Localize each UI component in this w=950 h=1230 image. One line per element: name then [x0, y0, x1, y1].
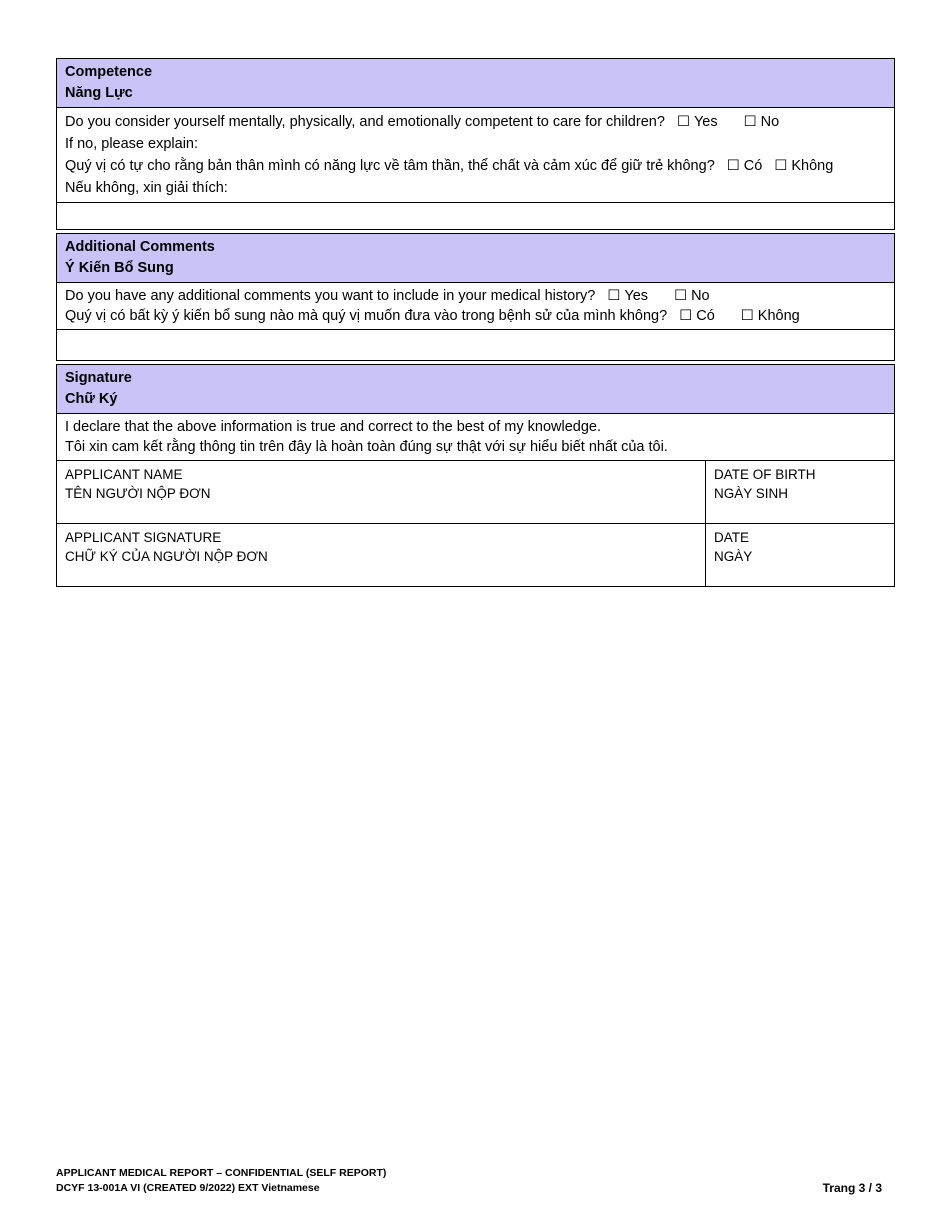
checkbox-label: Có	[743, 158, 763, 174]
comments-question-vi	[65, 306, 886, 326]
applicant-signature-row	[57, 523, 894, 586]
dob-label-en: DATE OF BIRTH	[714, 467, 816, 482]
applicant-name-field[interactable]	[57, 461, 706, 523]
applicant-signature-field[interactable]	[57, 524, 706, 586]
question-text: Quý vị có tự cho rằng bản thân mình có năng lực về tâm thần, thể chất và cảm xúc để giữ trẻ không?	[65, 158, 715, 174]
checkbox-label: No	[760, 114, 780, 130]
competence-title-en: Competence	[65, 64, 153, 80]
checkbox-label: Yes	[693, 114, 718, 130]
form-title: APPLICANT MEDICAL REPORT – CONFIDENTIAL (SELF REPORT)	[56, 1167, 387, 1179]
checkbox-label: Không	[757, 308, 800, 324]
competence-khong-checkbox[interactable]	[774, 155, 833, 177]
checkbox-label: Yes	[624, 288, 649, 304]
competence-question-vi	[65, 155, 886, 177]
signature-declaration	[57, 414, 894, 460]
comments-section	[56, 233, 895, 361]
competence-header	[57, 59, 894, 108]
checkbox-icon: ☐	[740, 308, 754, 324]
form-page	[56, 58, 895, 590]
checkbox-icon: ☐	[676, 114, 690, 130]
declaration-en: I declare that the above information is true and correct to the best of my knowledge.	[65, 419, 601, 435]
competence-explain-vi: Nếu không, xin giải thích:	[65, 180, 228, 196]
signature-label-en: APPLICANT SIGNATURE	[65, 530, 222, 545]
comments-title-en: Additional Comments	[65, 239, 215, 255]
checkbox-label: Có	[696, 308, 715, 324]
applicant-name-row	[57, 460, 894, 523]
dob-label-vi: NGÀY SINH	[714, 486, 789, 501]
comments-khong-checkbox[interactable]	[741, 306, 800, 326]
comments-co-checkbox[interactable]	[679, 306, 715, 326]
comments-body	[57, 283, 894, 329]
date-of-birth-field[interactable]	[706, 461, 894, 523]
page-number: Trang 3 / 3	[822, 1181, 882, 1195]
checkbox-label: Không	[791, 158, 834, 174]
checkbox-label: No	[691, 288, 710, 304]
checkbox-icon: ☐	[726, 158, 740, 174]
applicant-name-label-vi: TÊN NGƯỜI NỘP ĐƠN	[65, 486, 211, 501]
comments-header	[57, 234, 894, 283]
question-text: Quý vị có bất kỳ ý kiến bổ sung nào mà quý vị muốn đưa vào trong bệnh sử của mình không?	[65, 308, 668, 324]
comments-field[interactable]	[57, 329, 894, 360]
competence-explain-en: If no, please explain:	[65, 136, 199, 152]
declaration-vi: Tôi xin cam kết rằng thông tin trên đây là hoàn toàn đúng sự thật với sự hiểu biết nhất của tôi.	[65, 439, 668, 455]
date-label-en: DATE	[714, 530, 750, 545]
signature-section	[56, 364, 895, 587]
comments-yes-checkbox[interactable]	[607, 286, 648, 306]
comments-question-en	[65, 286, 886, 306]
competence-body	[57, 108, 894, 202]
signature-label-vi: CHỮ KÝ CỦA NGƯỜI NỘP ĐƠN	[65, 549, 268, 564]
checkbox-icon: ☐	[674, 288, 688, 304]
signature-title-en: Signature	[65, 370, 132, 386]
date-field[interactable]	[706, 524, 894, 586]
applicant-name-label-en: APPLICANT NAME	[65, 467, 183, 482]
question-text: Do you consider yourself mentally, physically, and emotionally competent to care for children?	[65, 114, 665, 130]
competence-no-checkbox[interactable]	[744, 111, 780, 133]
competence-question-en	[65, 111, 886, 133]
question-text: Do you have any additional comments you want to include in your medical history?	[65, 288, 596, 304]
page-footer	[56, 1166, 882, 1196]
signature-title-vi: Chữ Ký	[65, 391, 118, 407]
signature-header	[57, 365, 894, 414]
competence-co-checkbox[interactable]	[727, 155, 763, 177]
checkbox-icon: ☐	[607, 288, 621, 304]
checkbox-icon: ☐	[743, 114, 757, 130]
checkbox-icon: ☐	[774, 158, 788, 174]
date-label-vi: NGÀY	[714, 549, 753, 564]
competence-explain-field[interactable]	[57, 202, 894, 229]
checkbox-icon: ☐	[679, 308, 693, 324]
competence-title-vi: Năng Lực	[65, 85, 133, 101]
comments-no-checkbox[interactable]	[674, 286, 710, 306]
comments-title-vi: Ý Kiến Bổ Sung	[65, 260, 174, 276]
competence-section	[56, 58, 895, 230]
form-code: DCYF 13-001A VI (CREATED 9/2022) EXT Vietnamese	[56, 1182, 320, 1194]
competence-yes-checkbox[interactable]	[677, 111, 718, 133]
